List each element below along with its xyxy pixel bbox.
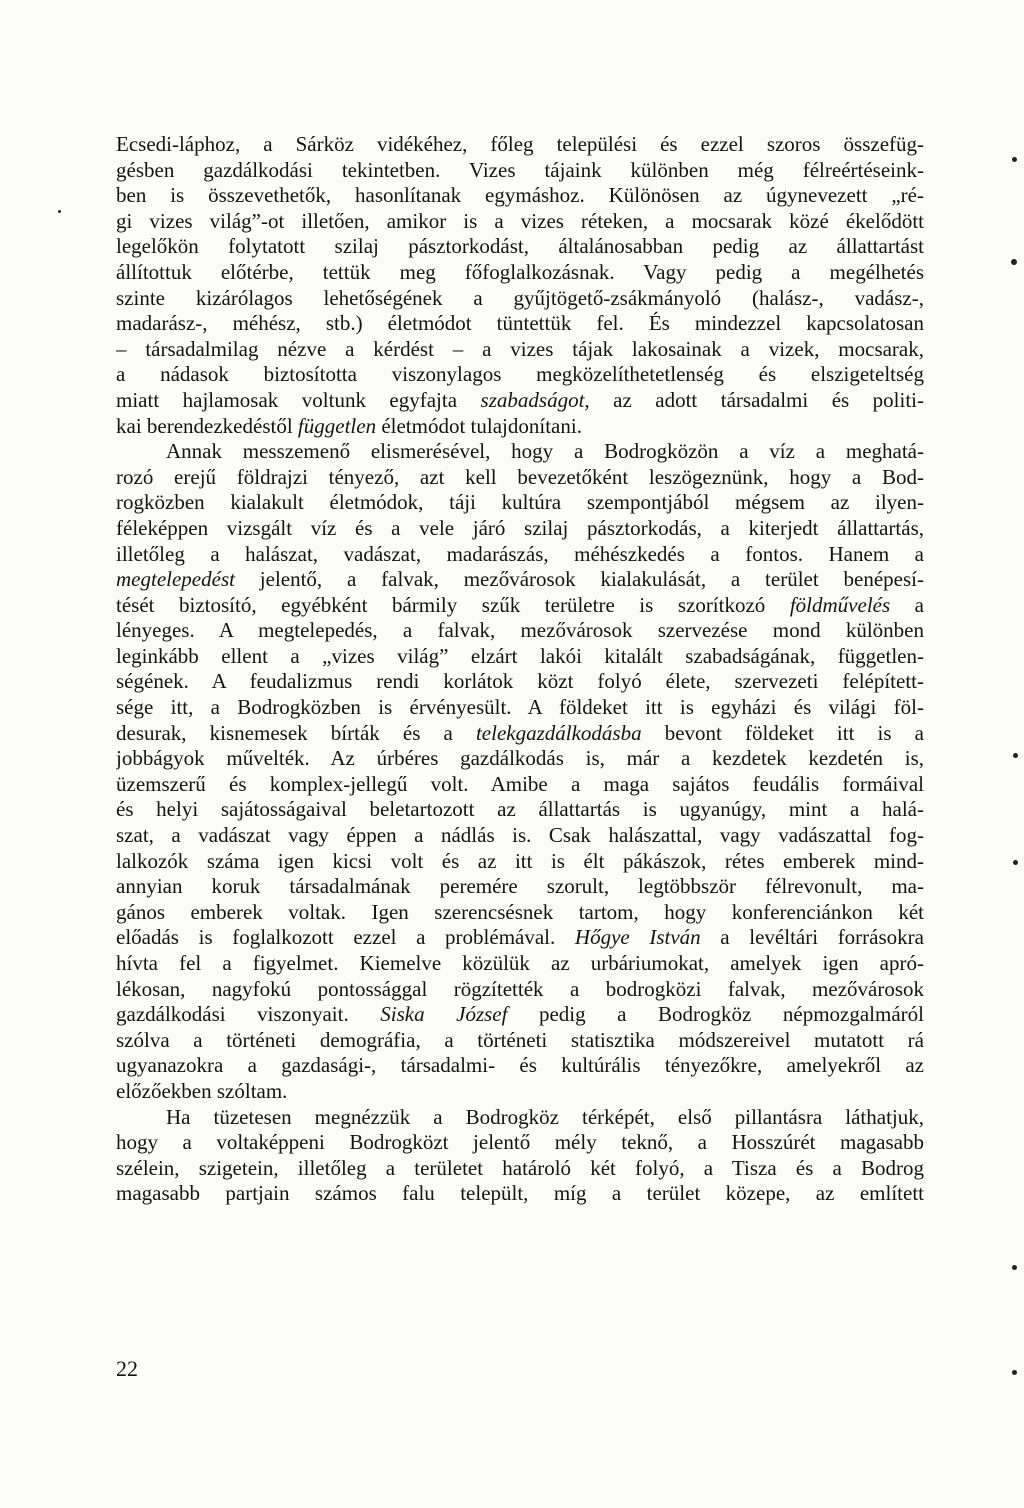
text-line: ségének. A feudalizmus rendi korlátok közt folyó élete, szervezeti felépített- [116,669,924,694]
text-segment: , az adott társadalmi és politi- [584,387,924,412]
text-line [116,414,924,440]
text-line: Ha tüzetesen megnézzük a Bodrogköz térképét, első pillantásra láthatjuk, [166,1104,924,1129]
text-line: lényeges. A megtelepedés, a falvak, mezővárosok szervezése mond különben [116,618,924,643]
text-segment: életmódot tulajdonítani. [376,413,582,438]
text-line [116,567,924,593]
scan-speck [1012,157,1017,162]
text-segment: miatt hajlamosak voltunk egyfajta [116,387,481,412]
text-line: Annak messzemenő elismerésével, hogy a Bodrogközön a víz a meghatá- [166,439,924,464]
text-line: gésben gazdálkodási tekintetben. Vizes tájaink különben még félreértéseink- [116,157,924,182]
text-segment: előadás is foglalkozott ezzel a problémával. [116,925,575,950]
text-line: állítottuk előtérbe, tettük meg főfoglalkozásnak. Vagy pedig a megélhetés [116,259,924,284]
text-segment: pedig a Bodrogköz népmozgalmáról [507,1002,924,1027]
italic-term: szabadságot [480,387,585,412]
italic-term: Siska József [380,1002,508,1027]
text-line: illetőleg a halászat, vadászat, madarászás, méhészkedés a fontos. Hanem a [116,541,924,566]
body-text [116,132,924,1207]
text-line: legelőkön folytatott szilaj pásztorkodást, általánosabban pedig az állattartást [116,234,924,259]
text-line: gános emberek voltak. Igen szerencsésnek tartom, hogy konferenciánkon két [116,899,924,924]
text-line: leginkább ellent a „vizes világ” elzárt lakói kitalált szabadságának, független- [116,643,924,668]
text-segment: jelentő, a falvak, mezővárosok kialakulását, a terület benépesí- [234,567,924,592]
text-line: szat, a vadászat vagy éppen a nádlás is. Csak halászattal, vagy vadászattal fog- [116,823,924,848]
text-line: ugyanazokra a gazdasági-, társadalmi- és kultúrális tényezőkre, amelyekről az [116,1053,924,1078]
text-segment: bevont földeket itt is a [641,720,924,745]
scan-speck [1011,259,1017,265]
text-line: féleképpen vizsgált víz és a vele járó szilaj pásztorkodás, a kiterjedt állattartás, [116,515,924,540]
text-line: hogy a voltaképpeni Bodrogközt jelentő mély teknő, a Hosszúrét magasabb [116,1130,924,1155]
text-line: magasabb partjain számos falu települt, míg a terület közepe, az említett [116,1181,924,1206]
text-segment: kai berendezkedéstől [116,413,298,438]
text-line: lékosan, nagyfokú pontossággal rögzítették a bodrogközi falvak, mezővárosok [116,976,924,1001]
scan-speck [58,210,61,213]
text-line: annyian koruk társadalmának peremére szorult, legtöbbször félrevonult, ma- [116,874,924,899]
text-segment: desurak, kisnemesek bírták és a [116,720,476,745]
text-segment: a [890,592,924,617]
text-line: szólva a történeti demográfia, a történeti statisztika módszereivel mutatott rá [116,1027,924,1052]
text-line: jobbágyok művelték. Az úrbéres gazdálkodás is, már a kezdetek kezdetén is, [116,746,924,771]
italic-term: földművelés [789,592,891,617]
text-line: a nádasok biztosította viszonylagos megközelíthetetlenség és elszigeteltség [116,362,924,387]
text-line: szinte kizárólagos lehetőségének a gyűjtögető-zsákmányoló (halász-, vadász-, [116,285,924,310]
text-line: hívta fel a figyelmet. Kiemelve közülük az urbáriumokat, amelyek igen apró- [116,951,924,975]
text-line [116,593,924,619]
text-line: sége itt, a Bodrogközben is érvényesült. A földeket itt is egyházi és világi föl- [116,695,924,720]
italic-term: megtelepedést [116,567,235,592]
scan-speck [1013,860,1018,865]
text-line: rogközben kialakult életmódok, táji kultúra szempontjából mégsem az ilyen- [116,490,924,515]
text-line: és helyi sajátosságaival beletartozott az állattartás is ugyanúgy, mint a halá- [116,797,924,822]
italic-term: független [297,413,377,438]
scan-speck [1013,753,1018,758]
italic-term: Hőgye István [574,925,701,950]
text-segment: a levéltári forrásokra [700,925,924,950]
text-line: Ecsedi-láphoz, a Sárköz vidékéhez, főleg települési és ezzel szoros összefüg- [116,132,924,156]
text-line: lalkozók száma igen kicsi volt és az itt is élt pákászok, rétes emberek mind- [116,848,924,873]
text-line [116,1002,924,1028]
italic-term: telekgazdálkodásba [475,720,642,745]
text-line: – társadalmilag nézve a kérdést – a vizes tájak lakosainak a vizek, mocsarak, [116,336,924,361]
page-number: 22 [116,1356,138,1381]
text-line [116,925,924,951]
text-line: előzőekben szóltam. [116,1078,288,1103]
text-line: madarász-, méhész, stb.) életmódot tüntettük fel. És mindezzel kapcsolatosan [116,311,924,336]
scan-speck [1012,1370,1017,1375]
text-line: üzemszerű és komplex-jellegű volt. Amibe a maga sajátos feudális formáival [116,771,924,796]
text-segment: gazdálkodási viszonyait. [116,1002,381,1027]
text-line [116,721,924,747]
text-line: szélein, szigetein, illetőleg a területet határoló két folyó, a Tisza és a Bodrog [116,1155,924,1180]
text-line: gi vizes világ”-ot illetően, amikor is a vizes réteken, a mocsarak közé ékelődött [116,208,924,233]
text-line [116,388,924,414]
text-line: ben is összevethetők, hasonlítanak egymáshoz. Különösen az úgynevezett „ré- [116,183,924,208]
scan-speck [1012,1265,1017,1270]
text-line: rozó erejű földrajzi tényező, azt kell bevezetőként leszögeznünk, hogy a Bod- [116,464,924,489]
text-segment: tését biztosító, egyébként bármily szűk területre is szorítkozó [116,592,790,617]
